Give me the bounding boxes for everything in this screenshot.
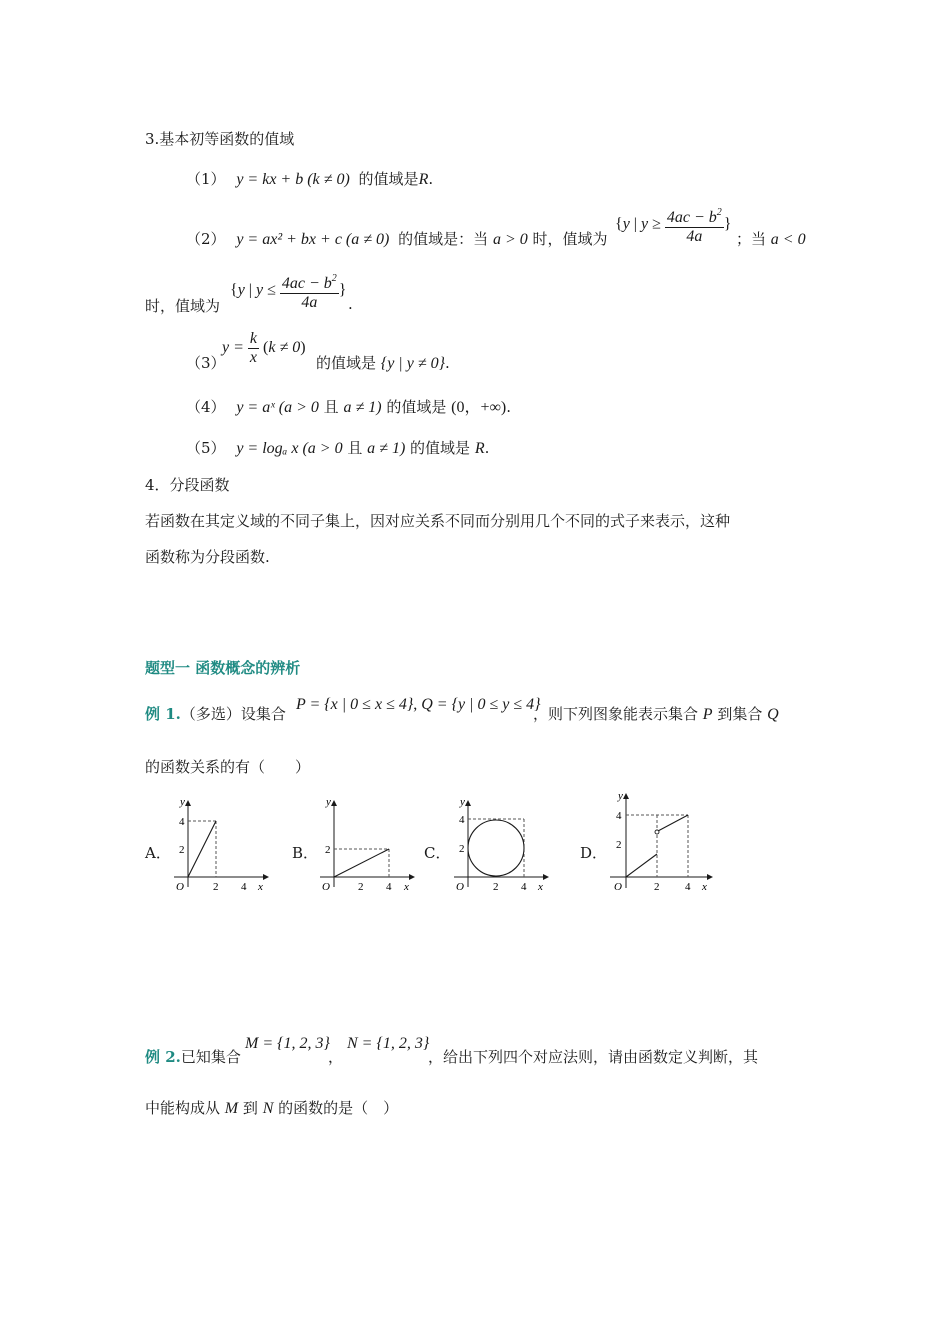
item1-formula: y = kx + b (k ≠ 0) xyxy=(236,171,350,188)
example2-sep: ， xyxy=(328,1048,344,1066)
section3-title: 3.基本初等函数的值域 xyxy=(145,130,295,148)
item3-formula: y = $\frac{k}{x}$ (k ≠ 0) xyxy=(222,330,306,366)
item2-set1: {y | y ≥ $\frac{4ac - b^2}{4a}$ } xyxy=(615,204,731,246)
example1-line2: 的函数关系的有（ ） xyxy=(145,758,311,776)
x-label: x xyxy=(258,881,263,893)
graph-d-open-point xyxy=(655,830,659,834)
graph-d-segment2 xyxy=(658,815,688,831)
example2-label: 例 2. xyxy=(145,1048,181,1066)
example1-Q: Q xyxy=(767,706,779,723)
item4-cond: a ≠ 1) xyxy=(343,399,382,416)
option-c-label: C． xyxy=(424,844,451,862)
item1-result: R xyxy=(418,171,429,188)
y-label: y xyxy=(618,790,623,802)
item2-semi: ；当 xyxy=(736,230,767,248)
tick-y4: 4 xyxy=(616,810,622,822)
example1-setQ: Q = {y | 0 ≤ y ≤ 4} xyxy=(421,696,541,713)
graph-a-line xyxy=(188,821,216,877)
item2-cond1: a > 0 xyxy=(492,231,528,248)
tick-y2: 2 xyxy=(179,844,185,856)
origin-label: O xyxy=(456,881,464,893)
item2-tail xyxy=(736,228,806,249)
item4-end: . xyxy=(506,398,512,416)
tick-x4: 4 xyxy=(521,881,527,893)
example2-line1 xyxy=(145,1046,241,1067)
item1-num: （1） xyxy=(186,170,226,188)
y-label: y xyxy=(326,796,331,808)
example1-P: P xyxy=(702,706,713,723)
graph-c-circle xyxy=(468,820,524,876)
example1-text-a: （多选）设集合 xyxy=(180,705,286,723)
item3-text: 的值域是 xyxy=(316,354,377,372)
tick-x4: 4 xyxy=(685,881,691,893)
item5-num: （5） xyxy=(186,439,226,457)
example1-to: 到集合 xyxy=(717,705,763,723)
tick-x2: 2 xyxy=(213,881,219,893)
item1-end: . xyxy=(428,170,434,188)
example2-line2 xyxy=(145,1097,398,1118)
item4-formula: y = aˣ (a > 0 xyxy=(236,399,319,416)
item4 xyxy=(186,394,511,417)
tick-y2: 2 xyxy=(325,844,331,856)
tick-y2: 2 xyxy=(459,843,465,855)
item3-tail xyxy=(316,352,450,373)
example1-text-b: ，则下列图象能表示集合 xyxy=(533,705,699,723)
example2-line2-b: 的函数的是（ ） xyxy=(278,1099,399,1117)
item3-end: . xyxy=(444,354,450,372)
origin-label: O xyxy=(614,881,622,893)
example2-setM: M = {1, 2, 3} xyxy=(245,1035,330,1052)
example1-setP: P = {x | 0 ≤ x ≤ 4} xyxy=(296,696,414,713)
graph-b-line xyxy=(334,849,389,877)
tick-x2: 2 xyxy=(358,881,364,893)
item5-formula: y = logₐ x (a > 0 xyxy=(236,440,343,457)
example1-line1 xyxy=(145,703,286,724)
tick-x2: 2 xyxy=(654,881,660,893)
item2 xyxy=(186,228,608,249)
item5-end: . xyxy=(484,439,490,457)
item5-cond: a ≠ 1) xyxy=(367,440,406,457)
item5-and: 且 xyxy=(347,439,363,457)
item4-text: 的值域是 xyxy=(386,398,447,416)
tick-x2: 2 xyxy=(493,881,499,893)
option-b-label: B． xyxy=(292,844,319,862)
example2-setN: N = {1, 2, 3} xyxy=(347,1035,430,1052)
item2-end: . xyxy=(348,295,353,313)
x-label: x xyxy=(404,881,409,893)
tick-x4: 4 xyxy=(386,881,392,893)
item5 xyxy=(186,437,489,458)
item2-cont: 时，值域为 xyxy=(145,297,221,315)
example1-comma: , xyxy=(413,696,418,713)
item2-mid: 时，值域为 xyxy=(532,230,608,248)
tick-y4: 4 xyxy=(459,814,465,826)
item2-formula: y = ax² + bx + c (a ≠ 0) xyxy=(236,231,390,248)
x-label: x xyxy=(702,881,707,893)
example1-label: 例 1. xyxy=(145,705,181,723)
item5-text: 的值域是 xyxy=(410,439,471,457)
example2-text-b: ，给出下列四个对应法则，请由函数定义判断，其 xyxy=(428,1048,759,1066)
example2-N: N xyxy=(262,1100,274,1117)
item4-num: （4） xyxy=(186,398,226,416)
graph-b xyxy=(314,795,424,899)
item3-num: （3） xyxy=(186,354,226,372)
example2-to: 到 xyxy=(242,1099,258,1117)
item2-text: 的值域是：当 xyxy=(398,230,489,248)
option-d-label: D． xyxy=(580,844,608,862)
item5-result: R xyxy=(474,440,485,457)
item2-set2: {y | y ≤ $\frac{4ac - b^2}{4a}$ } xyxy=(230,270,346,312)
section4-line2: 函数称为分段函数. xyxy=(145,548,270,566)
y-label: y xyxy=(460,796,465,808)
graph-d-segment1 xyxy=(626,854,657,877)
item4-and: 且 xyxy=(323,398,339,416)
graph-d xyxy=(604,788,719,899)
example1-tail xyxy=(533,703,779,724)
example2-M: M xyxy=(224,1100,239,1117)
section4-title: 4．分段函数 xyxy=(145,476,230,494)
tick-y2: 2 xyxy=(616,839,622,851)
item3-result: {y | y ≠ 0} xyxy=(380,355,445,372)
option-a-label: A． xyxy=(145,844,171,862)
topic-title: 题型一 函数概念的辨析 xyxy=(145,659,301,677)
item1-text: 的值域是 xyxy=(358,170,419,188)
tick-x4: 4 xyxy=(241,881,247,893)
origin-label: O xyxy=(176,881,184,893)
item1 xyxy=(186,168,433,189)
example2-line2-a: 中能构成从 xyxy=(145,1099,221,1117)
item2-cond2: a < 0 xyxy=(770,231,806,248)
graph-c xyxy=(448,795,558,899)
section4-line1: 若函数在其定义域的不同子集上，因对应关系不同而分别用几个不同的式子来表示，这种 xyxy=(145,512,731,530)
example1-sets xyxy=(296,696,541,714)
tick-y4: 4 xyxy=(179,816,185,828)
x-label: x xyxy=(538,881,543,893)
item4-result: (0，+∞) xyxy=(451,399,507,416)
y-label: y xyxy=(180,796,185,808)
graph-a xyxy=(168,795,278,899)
item2-num: （2） xyxy=(186,230,226,248)
origin-label: O xyxy=(322,881,330,893)
example2-text-a: 已知集合 xyxy=(180,1048,241,1066)
